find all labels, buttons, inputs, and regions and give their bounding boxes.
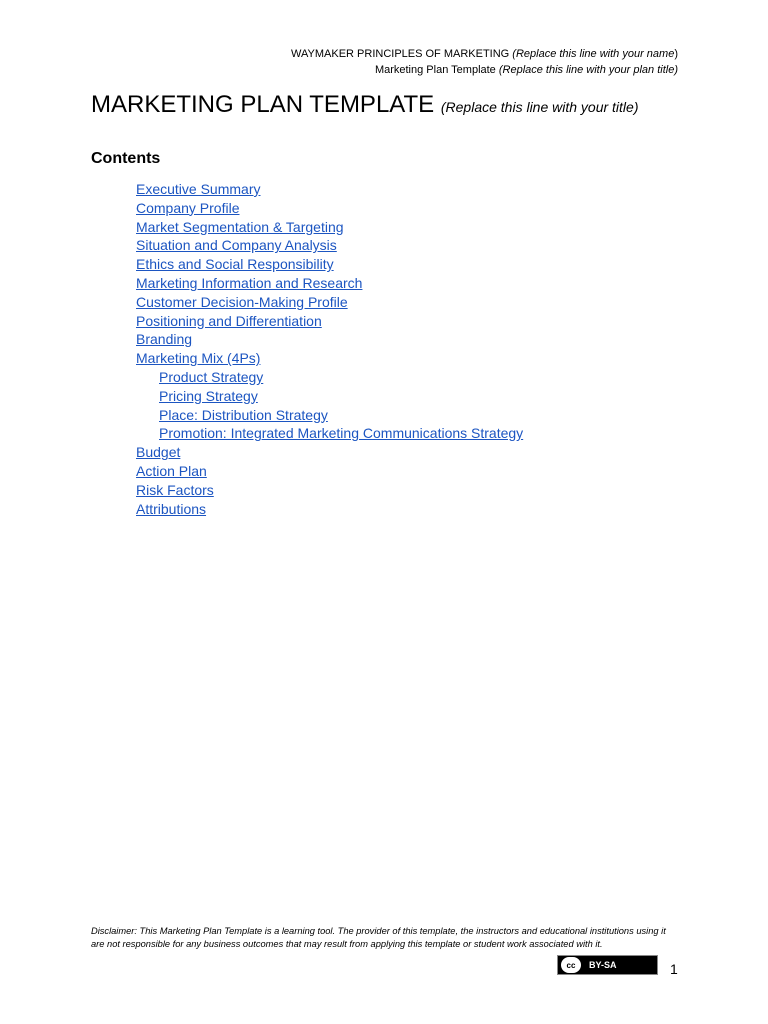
toc-entry xyxy=(136,255,523,274)
toc-link[interactable]: Situation and Company Analysis xyxy=(136,237,337,254)
toc-link[interactable]: Customer Decision-Making Profile xyxy=(136,293,348,310)
toc-link[interactable]: Branding xyxy=(136,331,193,348)
disclaimer-text: Disclaimer: This Marketing Plan Template is a learning tool. The provider of this template, the instructors and educational institutions using it are not responsible for any business outcomes that may result from applying this template or student work associated with it. xyxy=(91,926,666,949)
toc-entry xyxy=(136,349,523,368)
cc-by-sa-badge[interactable] xyxy=(557,955,658,975)
toc-link[interactable]: Attributions xyxy=(136,500,207,517)
page-header xyxy=(291,46,678,78)
toc-link[interactable]: Positioning and Differentiation xyxy=(136,312,322,329)
toc-entry xyxy=(136,406,523,425)
toc-entry xyxy=(136,180,523,199)
toc-link[interactable]: Promotion: Integrated Marketing Communications Strategy xyxy=(159,425,524,442)
toc-link[interactable]: Ethics and Social Responsibility xyxy=(136,256,334,273)
toc-link[interactable]: Executive Summary xyxy=(136,181,261,197)
title-main: MARKETING PLAN TEMPLATE xyxy=(91,91,435,118)
toc-entry xyxy=(136,462,523,481)
toc-link[interactable]: Company Profile xyxy=(136,199,240,216)
toc-entry xyxy=(136,293,523,312)
creative-commons-icon: cc xyxy=(561,957,581,973)
header-plan-title-placeholder: (Replace this line with your plan title) xyxy=(498,64,678,76)
toc-link[interactable]: Marketing Mix (4Ps) xyxy=(136,350,261,367)
toc-entry xyxy=(136,274,523,293)
toc-link[interactable]: Pricing Strategy xyxy=(159,387,258,404)
toc-entry xyxy=(136,424,523,443)
toc-link[interactable]: Market Segmentation & Targeting xyxy=(136,218,344,235)
contents-heading: Contents xyxy=(91,150,161,167)
toc-entry xyxy=(136,368,523,387)
toc-entry xyxy=(136,387,523,406)
toc-link[interactable]: Action Plan xyxy=(136,462,207,479)
header-line-2: Marketing Plan Template (Replace this line with your plan title) xyxy=(374,64,678,76)
toc-entry xyxy=(136,481,523,500)
toc-link[interactable]: Product Strategy xyxy=(159,368,264,385)
toc-link[interactable]: Place: Distribution Strategy xyxy=(159,406,328,423)
toc-entry xyxy=(136,500,523,519)
table-of-contents xyxy=(136,180,523,518)
toc-entry xyxy=(136,443,523,462)
toc-link[interactable]: Risk Factors xyxy=(136,481,214,498)
toc-link[interactable]: Marketing Information and Research xyxy=(136,274,363,291)
toc-entry xyxy=(136,218,523,237)
toc-entry xyxy=(136,199,523,218)
toc-entry xyxy=(136,312,523,331)
toc-entry xyxy=(136,330,523,349)
document-title xyxy=(91,90,639,122)
toc-entry xyxy=(136,236,523,255)
title-placeholder: (Replace this line with your title) xyxy=(440,99,639,115)
license-label: BY-SA xyxy=(589,960,617,970)
toc-link[interactable]: Budget xyxy=(136,444,181,461)
header-name-placeholder: (Replace this line with your name xyxy=(512,48,675,60)
page-number: 1 xyxy=(670,961,678,977)
header-line-1: WAYMAKER PRINCIPLES OF MARKETING (Replace this line with your name) xyxy=(291,48,678,60)
